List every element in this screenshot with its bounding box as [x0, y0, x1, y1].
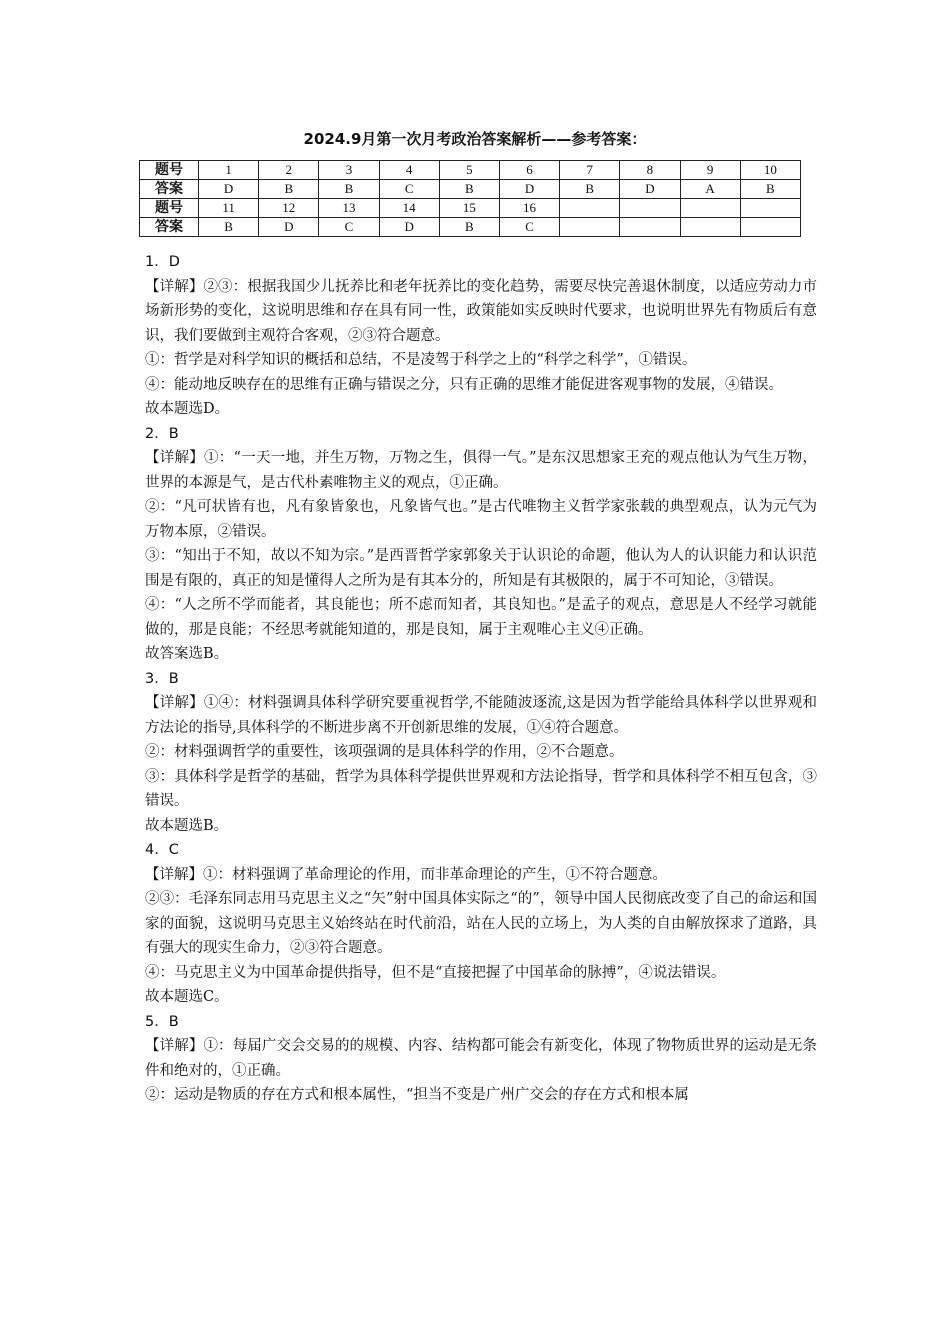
explanation-paragraph: ④：马克思主义为中国革命提供指导，但不是“直接把握了中国革命的脉搏”，④说法错误。 [145, 964, 726, 981]
table-row-question-numbers-2 [140, 199, 801, 218]
table-cell [620, 218, 680, 237]
explanation-paragraph: ②：材料强调哲学的重要性，该项强调的是具体科学的作用，②不合题意。 [145, 744, 624, 760]
table-cell: 3 [319, 161, 379, 180]
explanation-paragraph: ④：能动地反映存在的思维有正确与错误之分，只有正确的思维才能促进客观事物的发展，④错误。 [145, 376, 783, 393]
table-row-answers-2 [140, 218, 801, 237]
table-cell: 5 [439, 161, 499, 180]
question-number: 1．D [145, 254, 180, 270]
explanation-paragraph: 【详解】①：“一天一地，并生万物，万物之生，俱得一气。”是东汉思想家王充的观点他认为气生万物，世界的本源是气，是古代朴素唯物主义的观点，①正确。 [145, 450, 817, 491]
table-cell [680, 218, 740, 237]
table-cell: B [319, 180, 379, 199]
explanations-body [145, 250, 817, 1108]
table-cell: 7 [560, 161, 620, 180]
table-cell: D [379, 218, 439, 237]
question-number: 2．B [145, 425, 179, 442]
conclusion-line: 故本题选D。 [145, 401, 230, 417]
table-cell [560, 199, 620, 218]
table-cell: 12 [259, 199, 319, 218]
explanation-paragraph: 【详解】①：材料强调了革命理论的作用，而非革命理论的产生，①不符合题意。 [145, 866, 667, 883]
table-cell [740, 199, 800, 218]
table-cell [740, 218, 800, 237]
explanation-paragraph: 【详解】①④：材料强调具体科学研究要重视哲学,不能随波逐流,这是因为哲学能给具体科学以世界观和方法论的指导,具体科学的不断进步离不开创新思维的发展，①④符合题意。 [145, 695, 817, 736]
table-cell: C [379, 180, 439, 199]
table-cell: B [259, 180, 319, 199]
table-cell: 10 [740, 161, 800, 180]
table-cell: A [680, 180, 740, 199]
table-cell [620, 199, 680, 218]
table-cell: 2 [259, 161, 319, 180]
row-label-question: 题号 [140, 161, 199, 180]
table-cell: B [199, 218, 259, 237]
table-cell: C [319, 218, 379, 237]
table-cell: B [560, 180, 620, 199]
conclusion-line: 故本题选C。 [145, 989, 229, 1005]
explanation-paragraph: ②：运动是物质的存在方式和根本属性，“担当不变是广州广交会的存在方式和根本属 [145, 1087, 689, 1103]
table-row-answers-1 [140, 180, 801, 199]
question-number: 3．B [145, 670, 179, 687]
explanation-paragraph: 【详解】①：每届广交会交易的的规模、内容、结构都可能会有新变化，体现了物物质世界的运动是无条件和绝对的，①正确。 [145, 1038, 817, 1079]
explanation-paragraph: ③：“知出于不知，故以不知为宗。”是西晋哲学家郭象关于认识论的命题，他认为人的认识能力和认识范围是有限的，真正的知是懂得人之所为是有其本分的，所知是有其极限的，属于不可知论，③错误。 [145, 548, 817, 589]
table-cell: 13 [319, 199, 379, 218]
table-cell: 15 [439, 199, 499, 218]
table-cell: 14 [379, 199, 439, 218]
table-cell: D [620, 180, 680, 199]
explanation-paragraph: ④：“人之所不学而能者，其良能也；所不虑而知者，其良知也。”是孟子的观点，意思是人不经学习就能做的，那是良能；不经思考就能知道的，那是良知，属于主观唯心主义④正确。 [145, 597, 817, 638]
table-row-question-numbers-1 [140, 161, 801, 180]
table-cell: B [439, 180, 499, 199]
document-title: 2024.9月第一次月考政治答案解析——参考答案： [303, 130, 647, 148]
row-label-answer: 答案 [140, 218, 199, 237]
table-cell: 11 [199, 199, 259, 218]
table-cell: D [259, 218, 319, 237]
table-cell: 8 [620, 161, 680, 180]
explanation-paragraph: ①：哲学是对科学知识的概括和总结，不是凌驾于科学之上的“科学之科学”，①错误。 [145, 352, 697, 368]
row-label-question: 题号 [140, 199, 199, 218]
question-number: 5．B [145, 1013, 179, 1030]
explanation-paragraph: ②③：毛泽东同志用马克思主义之“矢”射中国具体实际之“的”，领导中国人民彻底改变了自己的命运和国家的面貌，这说明马克思主义始终站在时代前沿，站在人民的立场上，为人类的自由解放探求了道路，具有强大的现实生命力，②③符合题意。 [145, 891, 817, 956]
answer-key-table [139, 160, 801, 237]
table-cell: D [499, 180, 559, 199]
table-cell: 9 [680, 161, 740, 180]
table-cell [680, 199, 740, 218]
conclusion-line: 故本题选B。 [145, 817, 229, 834]
row-label-answer: 答案 [140, 180, 199, 199]
table-cell: C [499, 218, 559, 237]
table-cell: 6 [499, 161, 559, 180]
question-number: 4．C [145, 842, 179, 858]
table-cell: B [740, 180, 800, 199]
table-cell: B [439, 218, 499, 237]
conclusion-line: 故答案选B。 [145, 646, 229, 662]
explanation-paragraph: ②：“凡可状皆有也，凡有象皆象也，凡象皆气也。”是古代唯物主义哲学家张载的典型观点，认为元气为万物本原，②错误。 [145, 499, 817, 540]
table-cell: 4 [379, 161, 439, 180]
explanation-paragraph: 【详解】②③：根据我国少儿抚养比和老年抚养比的变化趋势，需要尽快完善退休制度，以适应劳动力市场新形势的变化，这说明思维和存在具有同一性，政策能如实反映时代要求，也说明世界先有物质后有意识，我们要做到主观符合客观，②③符合题意。 [145, 278, 817, 344]
table-cell: 16 [499, 199, 559, 218]
table-cell: D [199, 180, 259, 199]
table-cell [560, 218, 620, 237]
table-cell: 1 [199, 161, 259, 180]
explanation-paragraph: ③：具体科学是哲学的基础，哲学为具体科学提供世界观和方法论指导，哲学和具体科学不相互包含，③错误。 [145, 768, 817, 809]
